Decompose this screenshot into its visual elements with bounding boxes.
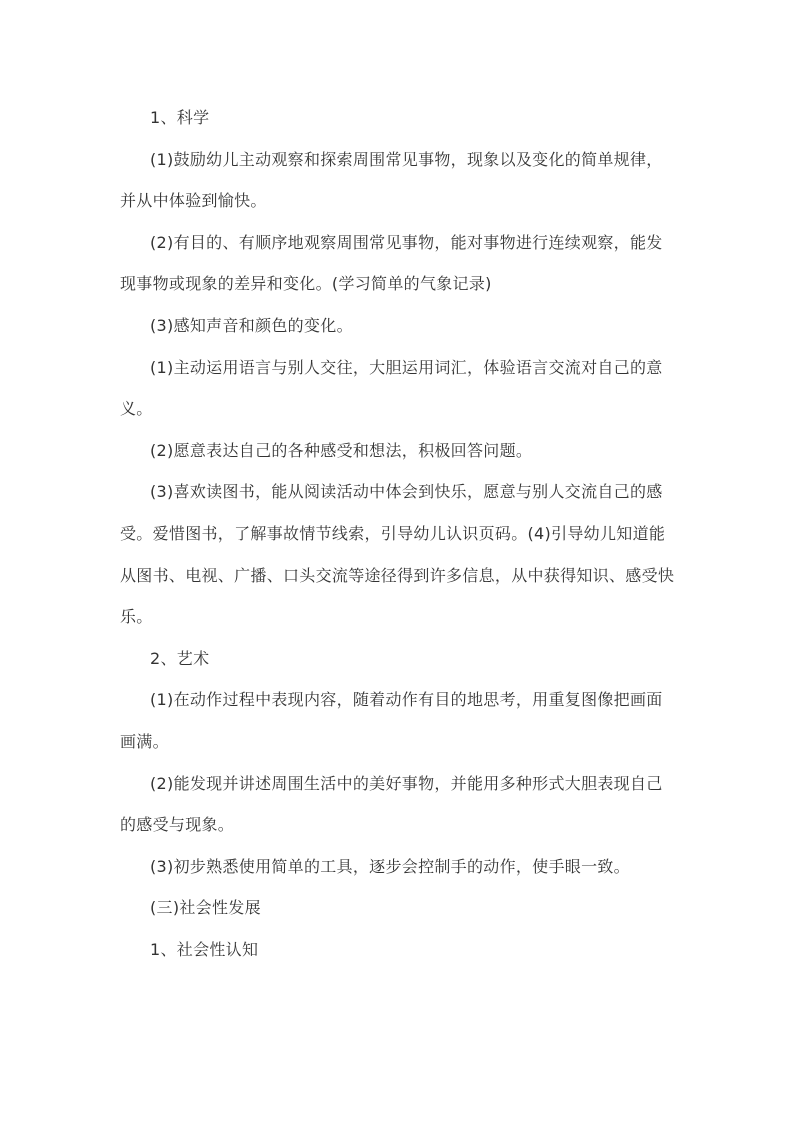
heading-social-cognition: 1、社会性认知 <box>150 939 259 959</box>
heading-art: 2、艺术 <box>150 648 210 668</box>
paragraph: (1)鼓励幼儿主动观察和探索周围常见事物，现象以及变化的简单规律，并从中体验到愉快。 <box>120 149 663 211</box>
paragraph: (3)初步熟悉使用简单的工具，逐步会控制手的动作，使手眼一致。 <box>150 856 630 876</box>
document-body <box>120 97 676 970</box>
paragraph: (2)愿意表达自己的各种感受和想法，积极回答问题。 <box>150 440 533 460</box>
paragraph: (2)能发现并讲述周围生活中的美好事物，并能用多种形式大胆表现自己的感受与现象。 <box>120 773 663 835</box>
paragraph: (1)在动作过程中表现内容，随着动作有目的地思考，用重复图像把画面画满。 <box>120 690 663 751</box>
heading-science: 1、科学 <box>150 108 210 127</box>
paragraph: (3)感知声音和颜色的变化。 <box>150 315 353 335</box>
paragraph: (2)有目的、有顺序地观察周围常见事物，能对事物进行连续观察，能发现事物或现象的差异和变化。(学习简单的气象记录) <box>120 232 663 294</box>
paragraph: (3)喜欢读图书，能从阅读活动中体会到快乐，愿意与别人交流自己的感受。爱惜图书，了解事故情节线索，引导幼儿认识页码。(4)引导幼儿知道能从图书、电视、广播、口头交流等途径得到许多信息，从中获得知识、感受快乐。 <box>120 482 675 627</box>
heading-social-development: (三)社会性发展 <box>150 898 261 918</box>
paragraph: (1)主动运用语言与别人交往，大胆运用词汇，体验语言交流对自己的意义。 <box>120 357 663 419</box>
